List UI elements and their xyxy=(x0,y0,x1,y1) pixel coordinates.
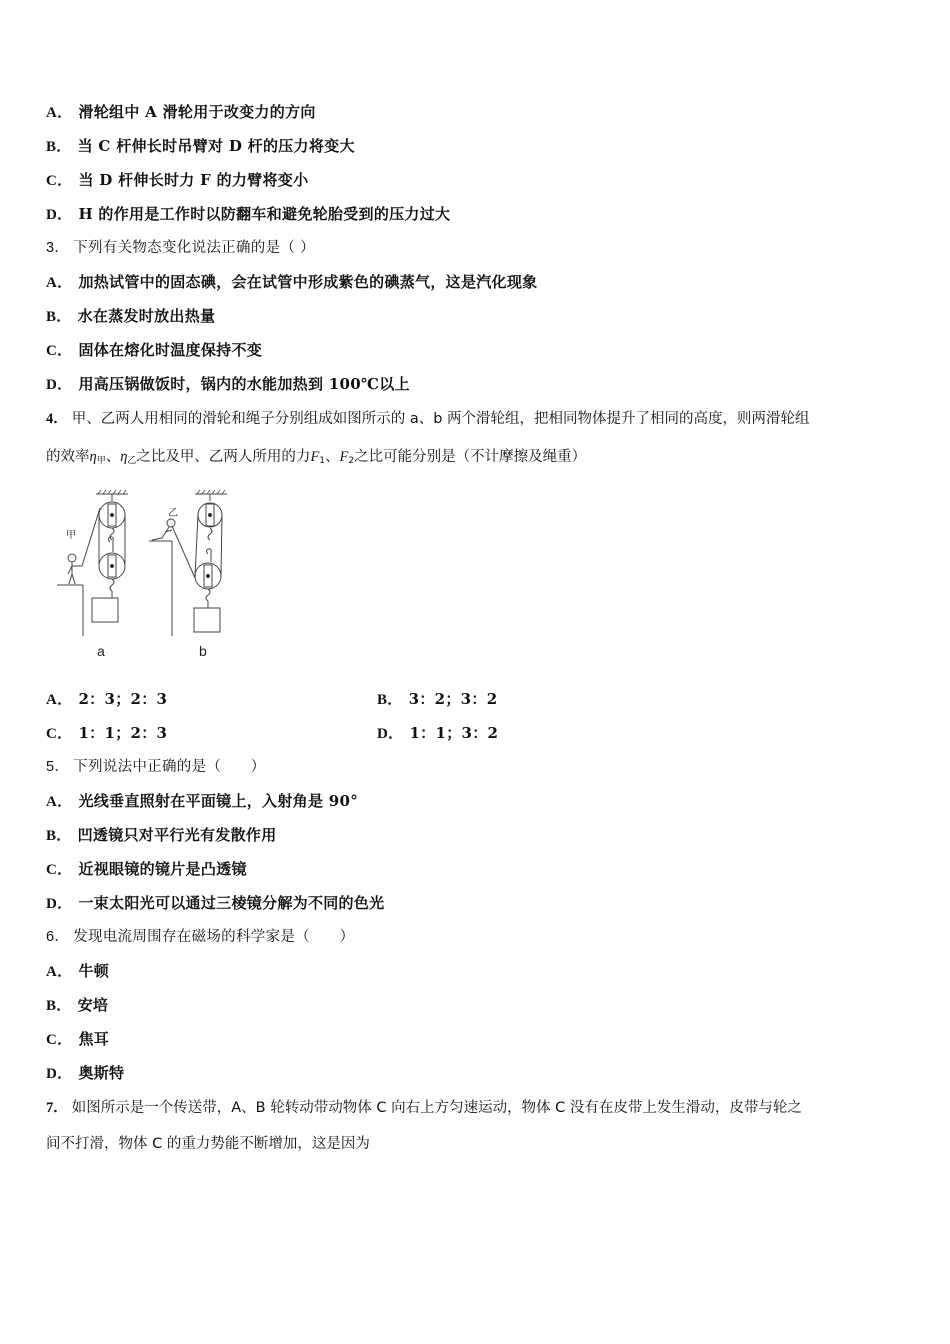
option-text: 固体在熔化时温度保持不变 xyxy=(78,341,263,359)
q3-stem xyxy=(46,238,315,258)
q6-option-d xyxy=(46,1063,124,1084)
q5-stem xyxy=(46,757,266,777)
option-label: D． xyxy=(46,377,73,393)
q6-option-c xyxy=(46,1029,109,1050)
option-text: 光线垂直照射在平面镜上，入射角是 90° xyxy=(78,792,359,810)
q4-option-b xyxy=(377,689,497,710)
option-text: 1：1；2：3 xyxy=(78,724,168,742)
eta-symbol: η xyxy=(120,449,128,465)
question-text: 的效率 xyxy=(46,449,90,465)
q5-option-d xyxy=(46,893,384,914)
figure-caption-b: b xyxy=(199,643,207,659)
q4-option-d xyxy=(377,723,498,744)
option-label: B． xyxy=(46,139,72,155)
q4-option-a xyxy=(46,689,167,710)
question-text: 下列说法中正确的是（ ） xyxy=(73,759,266,775)
q3-option-a xyxy=(46,272,537,293)
option-text: 凹透镜只对平行光有发散作用 xyxy=(77,826,277,844)
option-label: D． xyxy=(377,726,404,742)
q6-stem xyxy=(46,927,354,947)
option-label: B． xyxy=(46,309,72,325)
force-symbol: F xyxy=(310,449,320,465)
option-label: A． xyxy=(46,794,73,810)
option-label: C． xyxy=(46,726,73,742)
q3-option-b xyxy=(46,306,215,327)
option-label: A． xyxy=(46,692,73,708)
option-label: D． xyxy=(46,207,73,223)
eta-symbol: η xyxy=(89,449,97,465)
q5-option-a xyxy=(46,791,358,812)
separator: 、 xyxy=(325,449,340,465)
option-label: C． xyxy=(46,862,73,878)
q6-option-b xyxy=(46,995,108,1016)
q5-option-b xyxy=(46,825,277,846)
q5-option-c xyxy=(46,859,247,880)
q4-stem-line2 xyxy=(46,447,586,471)
question-number: 5． xyxy=(46,759,70,775)
question-text: 之比可能分别是（不计摩擦及绳重） xyxy=(354,449,587,465)
option-text: 3：2；3：2 xyxy=(408,690,498,708)
option-text: 滑轮组中 A 滑轮用于改变力的方向 xyxy=(78,103,316,121)
option-text: 用高压锅做饭时，锅内的水能加热到 100℃以上 xyxy=(78,375,410,393)
question-text: 之比及甲、乙两人所用的力 xyxy=(136,449,311,465)
option-label: D． xyxy=(46,1066,73,1082)
option-text: 近视眼镜的镜片是凸透镜 xyxy=(78,860,247,878)
option-label: A． xyxy=(46,105,73,121)
separator: 、 xyxy=(105,449,121,465)
question-text: 如图所示是一个传送带，A、B 轮转动带动物体 C 向右上方匀速运动，物体 C 没有在皮带上发生滑动，皮带与轮之 xyxy=(71,1100,802,1116)
question-number: 4． xyxy=(46,411,68,427)
option-label: A． xyxy=(46,275,73,291)
q4-option-c xyxy=(46,723,167,744)
q2-option-c xyxy=(46,170,308,191)
option-text: 焦耳 xyxy=(78,1030,110,1048)
option-label: A． xyxy=(46,964,73,980)
figure-caption-a: a xyxy=(97,643,105,659)
option-text: 当 D 杆伸长时力 F 的力臂将变小 xyxy=(78,171,309,189)
question-text: 发现电流周围存在磁场的科学家是（ ） xyxy=(73,929,355,945)
question-text: 间不打滑，物体 C 的重力势能不断增加，这是因为 xyxy=(46,1136,370,1152)
option-text: 1：1；3：2 xyxy=(409,724,499,742)
q3-option-c xyxy=(46,340,262,361)
question-text: 甲、乙两人用相同的滑轮和绳子分别组成如图所示的 a、b 两个滑轮组，把相同物体提升了相同的高度，则两滑轮组 xyxy=(71,411,810,427)
subscript-jia: 甲 xyxy=(96,456,106,466)
question-number: 7． xyxy=(46,1100,68,1116)
pulley-figure xyxy=(52,486,247,666)
force-symbol: F xyxy=(339,449,349,465)
q2-option-d xyxy=(46,204,450,225)
q3-option-d xyxy=(46,374,410,395)
option-text: 2：3；2：3 xyxy=(78,690,168,708)
option-text: 当 C 杆伸长时吊臂对 D 杆的压力将变大 xyxy=(77,137,355,155)
question-number: 3． xyxy=(46,240,70,256)
q7-stem-line1 xyxy=(46,1098,802,1118)
option-text: 奥斯特 xyxy=(78,1064,125,1082)
option-label: C． xyxy=(46,173,73,189)
option-label: B． xyxy=(46,828,72,844)
option-text: 水在蒸发时放出热量 xyxy=(77,307,216,325)
option-label: C． xyxy=(46,1032,73,1048)
person-label-yi: 乙 xyxy=(168,508,178,519)
option-label: C． xyxy=(46,343,73,359)
option-text: 牛顿 xyxy=(78,962,110,980)
q6-option-a xyxy=(46,961,109,982)
option-text: 加热试管中的固态碘，会在试管中形成紫色的碘蒸气，这是汽化现象 xyxy=(78,273,538,291)
option-label: D． xyxy=(46,896,73,912)
q2-option-a xyxy=(46,102,316,123)
option-text: 一束太阳光可以通过三棱镜分解为不同的色光 xyxy=(78,894,385,912)
option-text: H 的作用是工作时以防翻车和避免轮胎受到的压力过大 xyxy=(78,205,451,223)
q2-option-b xyxy=(46,136,355,157)
option-text: 安培 xyxy=(77,996,109,1014)
q7-stem-line2 xyxy=(46,1134,370,1154)
q4-stem-line1 xyxy=(46,409,810,429)
option-label: B． xyxy=(46,998,72,1014)
pulley-diagram xyxy=(52,486,247,666)
subscript-2: 2 xyxy=(348,456,355,466)
question-text: 下列有关物态变化说法正确的是（ ） xyxy=(73,240,315,256)
option-label: B． xyxy=(377,692,403,708)
question-number: 6． xyxy=(46,929,70,945)
subscript-yi: 乙 xyxy=(127,456,137,466)
person-label-jia: 甲 xyxy=(66,530,76,541)
subscript-1: 1 xyxy=(319,456,326,466)
